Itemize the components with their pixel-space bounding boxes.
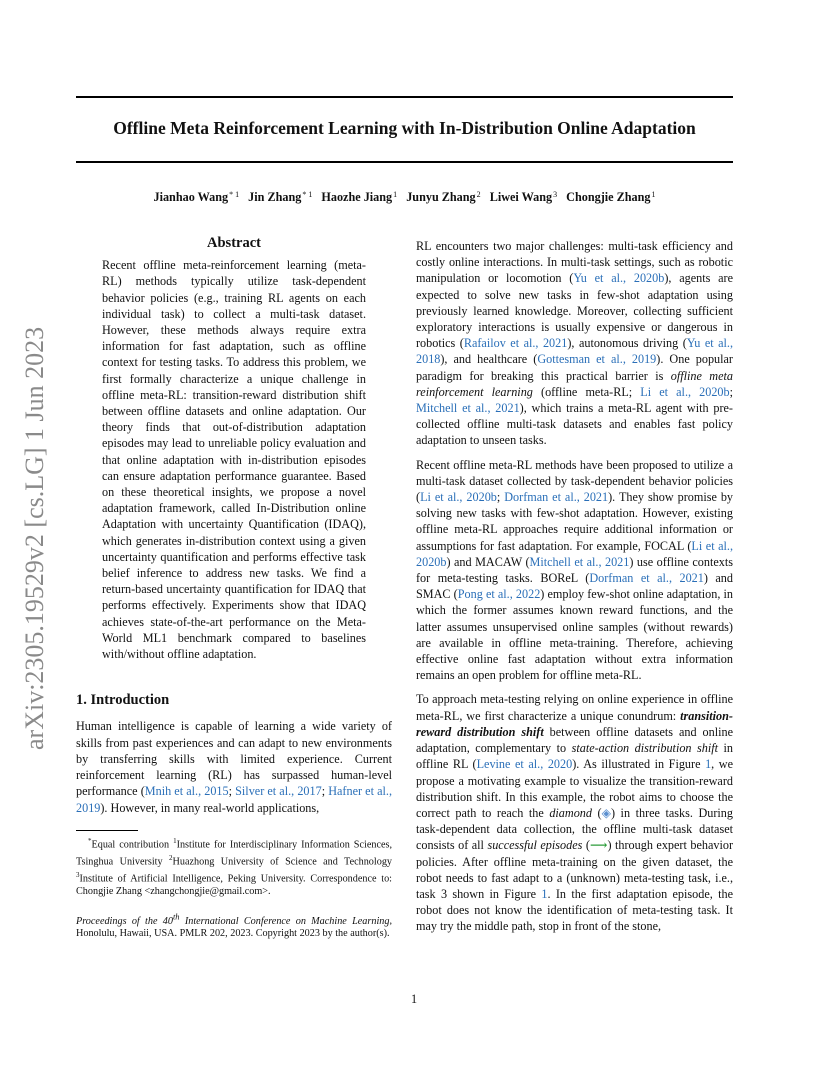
citation-link[interactable]: Yu et al., 2018 (416, 336, 733, 367)
citation-link[interactable]: Pong et al., 2022 (457, 587, 541, 602)
intro-paragraph-2: RL encounters two major challenges: multi-task efficiency and costly online interactions. In multi-task settings, such as robotic manipulation or locomotion (Yu et al., 2020b), agents are expected to solve new tasks in few-shot adaptation using previously learned knowledge. Moreover, collecting sufficient exploratory interactions is usually expensive or dangerous in robotics (Rafailov et al., 2021), autonomous driving (Yu et al., 2018), and healthcare (Gottesman et al., 2019). One popular paradigm for breaking this practical barrier is offline meta reinforcement learning (offline meta-RL; Li et al., 2020b; Mitchell et al., 2021), which trains a meta-RL agent with pre-collected offline multi-task datasets and enables fast policy adaptation to unseen tasks. (416, 239, 734, 448)
citation-link[interactable]: Li et al., 2020b (640, 384, 730, 399)
intro-paragraph-4: To approach meta-testing relying on online experience in offline meta-RL, we first characterize a unique conundrum: transition-reward distribution shift between offline datasets and online adaptation, complementary to state-action distribution shift in offline RL (Levine et al., 2020). As illustrated in Figure 1, we propose a motivating example to visualize the transition-reward distribution shift. In this example, the robot aims to choose the correct path to reach the diamond (◈) in three tasks. During task-dependent data collection, the offline multi-task dataset consists of all successful episodes (⟶) through expert behavior policies. After offline meta-training on the given dataset, the robot needs to fast adapt to a (unknown) meta-testing task, i.e., task 3 shown in Figure 1. In the first adaptation episode, the robot does not know the identification of meta-testing task. It may try the middle path, stop in front of the stone, (416, 692, 734, 934)
diamond-icon: ◈ (601, 805, 611, 820)
citation-link[interactable]: Li et al., 2020b (420, 490, 497, 505)
author-5: Liwei Wang$^3$ (489, 190, 558, 204)
citation-link[interactable]: Li et al., 2020b (416, 538, 733, 569)
citation-link[interactable]: Gottesman et al., 2019 (537, 352, 657, 367)
citation-link[interactable]: Yu et al., 2020b (573, 271, 665, 286)
footnote-rule (76, 830, 138, 831)
right-column (416, 238, 733, 943)
author-list (76, 190, 733, 205)
author-1: Jianhao Wang$^{* 1}$ (153, 190, 240, 204)
figure-link[interactable]: 1 (705, 757, 712, 772)
citation-link[interactable]: Mitchell et al., 2021 (416, 401, 520, 416)
citation-link[interactable]: Hafner et al., 2019 (76, 784, 392, 815)
citation-link[interactable]: Mitchell et al., 2021 (529, 554, 630, 569)
section-heading-introduction: 1. Introduction (76, 692, 170, 709)
citation-link[interactable]: Silver et al., 2017 (235, 784, 322, 799)
citation-link[interactable]: Levine et al., 2020 (476, 757, 573, 772)
citation-link[interactable]: Dorfman et al., 2021 (504, 490, 609, 505)
citation-link[interactable]: Dorfman et al., 2021 (589, 571, 704, 586)
left-column (76, 235, 392, 941)
figure-link[interactable]: 1 (541, 886, 548, 901)
intro-paragraph-1: Human intelligence is capable of learning a wide variety of skills from past experiences and can adapt to new environments by transferring skills with limited experience. Current reinforcement learning (RL) has surpassed human-level performance (Mnih et al., 2015; Silver et al., 2017; Hafner et al., 2019). However, in many real-world applications, (76, 719, 392, 815)
title-rule-bottom (76, 161, 733, 163)
green-arrow-icon: ⟶ (589, 838, 608, 853)
citation-link[interactable]: Mnih et al., 2015 (144, 784, 229, 799)
title-rule-top (76, 96, 733, 98)
author-3: Haozhe Jiang$^1$ (321, 190, 398, 204)
affiliation-footnote: *Equal contribution $^1$Institute for Interdisciplinary Information Sciences, Tsinghua University $^2$Huazhong University of Science and Technology $^3$Institute of Artificial Intelligence, Peking University. Correspondence to: Chongjie Zhang <zhangchongjie@gmail.com>. (76, 836, 393, 897)
citation-link[interactable]: Rafailov et al., 2021 (463, 336, 568, 351)
abstract-text: Recent offline meta-reinforcement learning (meta-RL) methods typically utilize task-dependent behavior policies (e.g., training RL agents on each individual task) to collect a multi-task dataset. However, these methods always require extra information for fast adaptation, such as offline context for testing tasks. To address this problem, we first formally characterize a unique challenge in offline meta-RL: transition-reward distribution shift between offline datasets and online adaptation. Our theory finds that out-of-distribution adaptation episodes may lead to unreliable policy evaluation and that online adaptation with in-distribution episodes can ensure adaptation performance guarantee. Based on these theoretical insights, we propose a novel adaptation framework, called In-Distribution online Adaptation with uncertainty Quantification (IDAQ), which generates in-distribution context using a given uncertainty quantification and performs effective task belief inference to address new tasks. We find a return-based uncertainty quantification for IDAQ that performs effectively. Experiments show that IDAQ achieves state-of-the-art performance on the Meta-World ML1 benchmark compared to baselines with/without offline adaptation. (102, 258, 366, 662)
intro-paragraph-3: Recent offline meta-RL methods have been proposed to utilize a multi-task dataset collected by task-dependent behavior policies (Li et al., 2020b; Dorfman et al., 2021). They show promise by solving new tasks with few-shot adaptation. However, existing offline meta-RL approaches require additional information or assumptions for fast adaptation. For example, FOCAL (Li et al., 2020b) and MACAW (Mitchell et al., 2021) use offline contexts for meta-testing tasks. BOReL (Dorfman et al., 2021) and SMAC (Pong et al., 2022) employ few-shot online adaptation, in which the former assumes known reward functions, and the latter assumes unsupervised online samples (without rewards) are available in offline meta-training. Therefore, achieving effective online fast adaptation without extra information remains an open problem for offline meta-RL. (416, 457, 734, 683)
abstract-heading: Abstract (207, 235, 261, 251)
author-4: Junyu Zhang$^2$ (406, 190, 481, 204)
proceedings-note: Proceedings of the 40th International Conference on Machine Learning, Honolulu, Hawaii, USA. PMLR 202, 2023. Copyright 2023 by the author(s). (76, 911, 393, 940)
author-6: Chongjie Zhang$^1$ (566, 190, 656, 204)
paper-title: Offline Meta Reinforcement Learning with In-Distribution Online Adaptation (113, 118, 696, 138)
author-2: Jin Zhang$^{* 1}$ (248, 190, 313, 204)
page-number: 1 (410, 992, 418, 1006)
arxiv-stamp: arXiv:2305.19529v2 [cs.LG] 1 Jun 2023 (20, 326, 49, 750)
